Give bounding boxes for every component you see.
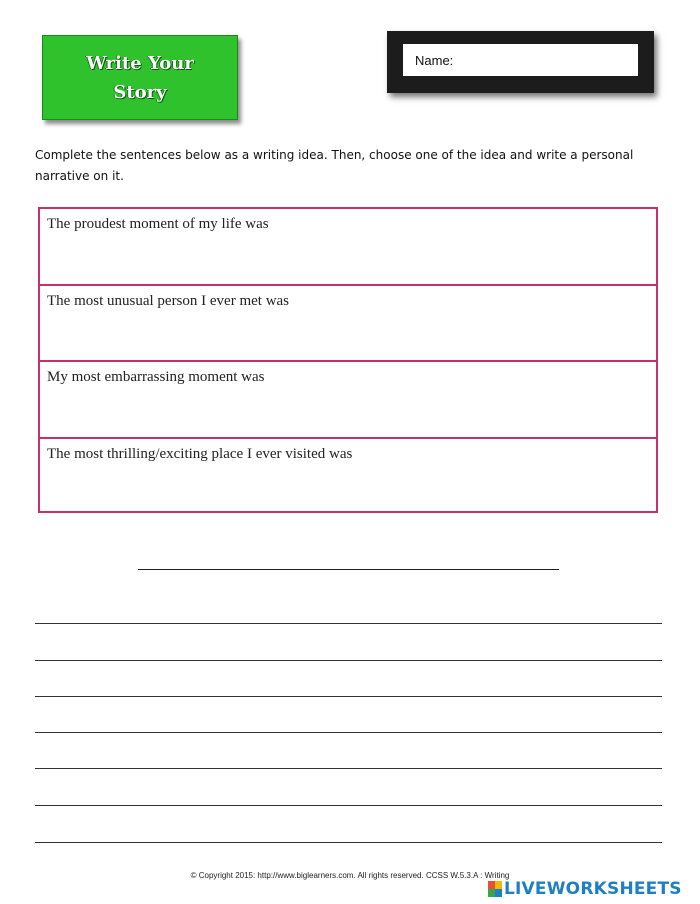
logo-square-red xyxy=(488,881,495,889)
story-title-line[interactable] xyxy=(138,569,559,570)
prompt-text: The proudest moment of my life was xyxy=(47,216,269,232)
prompt-row[interactable] xyxy=(40,209,656,286)
liveworksheets-wordmark: LIVEWORKSHEETS xyxy=(504,879,682,899)
writing-line[interactable] xyxy=(35,805,662,806)
writing-line[interactable] xyxy=(35,660,662,661)
prompt-row[interactable] xyxy=(40,362,656,439)
name-box xyxy=(387,31,654,93)
prompt-table xyxy=(38,207,658,513)
liveworksheets-icon xyxy=(488,881,502,897)
logo-square-green xyxy=(488,889,495,897)
logo-square-blue xyxy=(495,889,502,897)
name-field[interactable] xyxy=(403,44,638,76)
writing-line[interactable] xyxy=(35,842,662,843)
prompt-text: My most embarrassing moment was xyxy=(47,369,265,385)
writing-line[interactable] xyxy=(35,732,662,733)
writing-line[interactable] xyxy=(35,623,662,624)
title-line-2: Story xyxy=(113,81,167,103)
prompt-text: The most thrilling/exciting place I ever visited was xyxy=(47,445,353,462)
writing-line[interactable] xyxy=(35,768,662,769)
copyright-footer: © Copyright 2015: http://www.biglearners.com. All rights reserved. CCSS W.5.3.A : Writing xyxy=(190,871,510,880)
instructions-text: Complete the sentences below as a writing idea. Then, choose one of the idea and write a personal narrative on it. xyxy=(35,148,634,183)
title-line-1: Write Your xyxy=(86,52,194,74)
logo-square-yellow xyxy=(495,881,502,889)
name-label: Name: xyxy=(415,52,454,68)
liveworksheets-logo xyxy=(488,879,682,899)
prompt-row[interactable] xyxy=(40,439,656,516)
title-banner xyxy=(42,35,238,120)
prompt-row[interactable] xyxy=(40,286,656,363)
page-title xyxy=(86,49,194,107)
prompt-text: The most unusual person I ever met was xyxy=(47,292,290,309)
writing-line[interactable] xyxy=(35,696,662,697)
